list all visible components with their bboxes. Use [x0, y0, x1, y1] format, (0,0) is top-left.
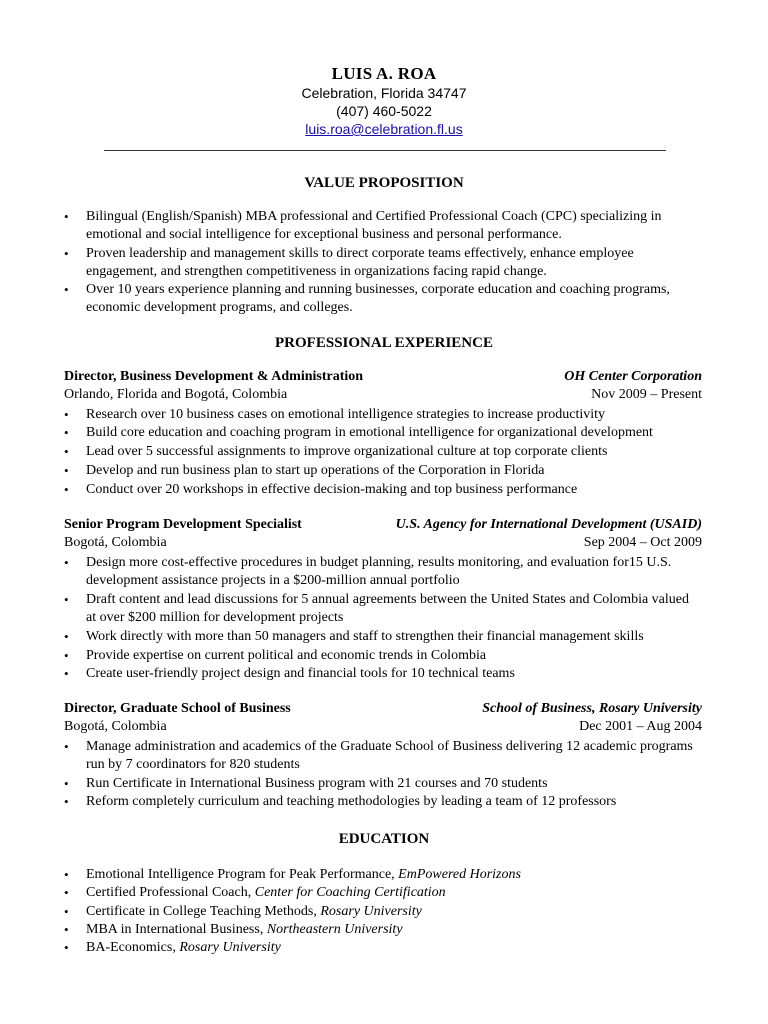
education-heading: EDUCATION — [338, 831, 430, 847]
job-organization: U.S. Agency for International Development (USAID) — [395, 517, 702, 532]
list-item: • Proven leadership and management skills to direct corporate teams effectively, enhance employee engagement, and strengthen competitiveness in organizations facing rapid change. — [64, 245, 704, 282]
job-entry — [64, 700, 702, 812]
resume-header — [0, 64, 768, 138]
header-divider — [104, 150, 666, 151]
job-dates: Nov 2009 – Present — [591, 387, 702, 403]
value-proposition-list — [64, 208, 704, 318]
list-item: • Provide expertise on current political and economic trends in Colombia — [64, 647, 702, 665]
list-item: • Create user-friendly project design and financial tools for 10 technical teams — [64, 665, 702, 683]
job-title: Director, Business Development & Administration — [64, 369, 364, 384]
list-item: • Build core education and coaching program in emotional intelligence for organizational development — [64, 424, 702, 442]
list-item: • BA-Economics, Rosary University — [64, 939, 704, 957]
list-item: • Emotional Intelligence Program for Peak Performance, EmPowered Horizons — [64, 866, 704, 884]
location-text: Celebration, Florida 34747 — [301, 85, 467, 101]
job-bullets — [64, 554, 702, 684]
list-item: • Develop and run business plan to start up operations of the Corporation in Florida — [64, 462, 702, 480]
list-item: • Lead over 5 successful assignments to improve organizational culture at top corporate clients — [64, 443, 702, 461]
list-item: • Over 10 years experience planning and running businesses, corporate education and coaching programs, economic development programs, and colleges. — [64, 281, 704, 318]
list-item: • Bilingual (English/Spanish) MBA professional and Certified Professional Coach (CPC) specializing in emotional and social intelligence for exceptional business and personal performance. — [64, 208, 704, 245]
job-bullets — [64, 738, 702, 812]
education-list — [64, 866, 704, 957]
job-title: Director, Graduate School of Business — [64, 701, 291, 716]
list-item: • Research over 10 business cases on emotional intelligence strategies to increase productivity — [64, 406, 702, 424]
job-organization: School of Business, Rosary University — [482, 701, 702, 716]
job-entry — [64, 516, 702, 684]
list-item: • Work directly with more than 50 managers and staff to strengthen their financial management skills — [64, 628, 702, 646]
job-entry — [64, 368, 702, 500]
email-link[interactable]: luis.roa@celebration.fl.us — [305, 121, 463, 137]
job-title: Senior Program Development Specialist — [64, 517, 302, 532]
experience-heading: PROFESSIONAL EXPERIENCE — [275, 335, 493, 351]
job-location: Bogotá, Colombia — [64, 719, 167, 735]
list-item: • Design more cost-effective procedures in budget planning, results monitoring, and evaluation for15 U.S. development assistance projects in a $200-million annual portfolio — [64, 554, 702, 591]
list-item: • Certificate in College Teaching Methods, Rosary University — [64, 903, 704, 921]
list-item: • Conduct over 20 workshops in effective decision-making and top business performance — [64, 481, 702, 499]
job-organization: OH Center Corporation — [564, 369, 702, 384]
list-item: • MBA in International Business, Northeastern University — [64, 921, 704, 939]
list-item: • Certified Professional Coach, Center for Coaching Certification — [64, 884, 704, 902]
job-location: Orlando, Florida and Bogotá, Colombia — [64, 387, 288, 403]
job-bullets — [64, 406, 702, 499]
job-dates: Sep 2004 – Oct 2009 — [583, 535, 702, 551]
value-proposition-heading: VALUE PROPOSITION — [304, 175, 464, 191]
candidate-name: LUIS A. ROA — [331, 64, 437, 83]
job-location: Bogotá, Colombia — [64, 535, 167, 551]
list-item: • Run Certificate in International Business program with 21 courses and 70 students — [64, 775, 702, 793]
phone-text: (407) 460-5022 — [336, 103, 432, 119]
list-item: • Draft content and lead discussions for 5 annual agreements between the United States and Colombia valued at over $200 million for development projects — [64, 591, 702, 628]
list-item: • Manage administration and academics of the Graduate School of Business delivering 12 academic programs run by 7 coordinators for 820 students — [64, 738, 702, 775]
list-item: • Reform completely curriculum and teaching methodologies by leading a team of 12 professors — [64, 793, 702, 811]
job-dates: Dec 2001 – Aug 2004 — [579, 719, 702, 735]
